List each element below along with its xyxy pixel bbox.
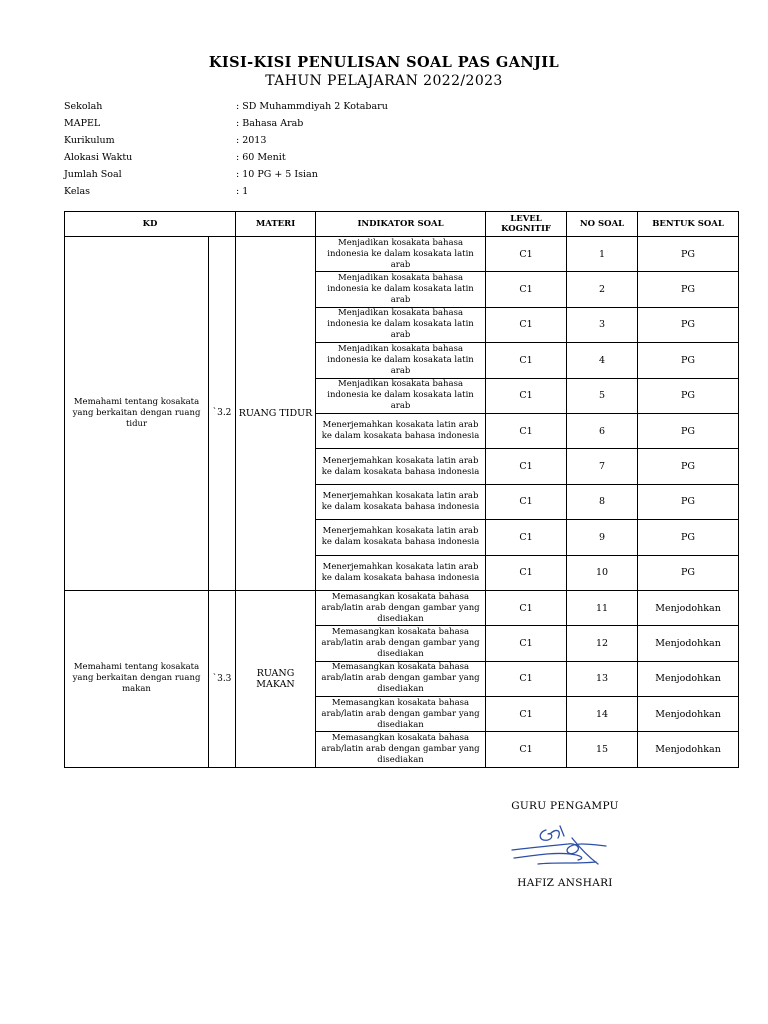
document-title: KISI-KISI PENULISAN SOAL PAS GANJIL xyxy=(208,54,560,71)
indikator-cell: Menerjemahkan kosakata latin arab ke dalam kosakata bahasa indonesia xyxy=(316,484,486,519)
signature-label: GURU PENGAMPU xyxy=(511,800,619,812)
level-cell: C1 xyxy=(486,272,567,307)
table-row xyxy=(65,590,739,625)
indikator-cell: Menerjemahkan kosakata latin arab ke dalam kosakata bahasa indonesia xyxy=(316,520,486,555)
level-cell: C1 xyxy=(486,661,567,696)
no-soal-cell: 1 xyxy=(567,237,638,272)
level-cell: C1 xyxy=(486,732,567,767)
level-cell: C1 xyxy=(486,520,567,555)
bentuk-soal-cell: PG xyxy=(638,555,739,590)
indikator-cell: Menjadikan kosakata bahasa indonesia ke dalam kosakata latin arab xyxy=(316,237,486,272)
kisi-kisi-table xyxy=(64,211,739,768)
kd-number: `3.2 xyxy=(209,237,236,591)
no-soal-cell: 7 xyxy=(567,449,638,484)
no-soal-cell: 10 xyxy=(567,555,638,590)
no-soal-cell: 9 xyxy=(567,520,638,555)
kd-text: Memahami tentang kosakata yang berkaitan dengan ruang makan xyxy=(65,590,209,767)
level-cell: C1 xyxy=(486,484,567,519)
no-soal-cell: 5 xyxy=(567,378,638,413)
no-soal-cell: 12 xyxy=(567,626,638,661)
indikator-cell: Memasangkan kosakata bahasa arab/latin arab dengan gambar yang disediakan xyxy=(316,732,486,767)
bentuk-soal-cell: PG xyxy=(638,520,739,555)
indikator-cell: Menjadikan kosakata bahasa indonesia ke dalam kosakata latin arab xyxy=(316,378,486,413)
signature-name: HAFIZ ANSHARI xyxy=(517,877,613,889)
level-cell: C1 xyxy=(486,590,567,625)
info-value: : Bahasa Arab xyxy=(236,118,304,129)
info-label: Jumlah Soal xyxy=(64,169,122,180)
no-soal-cell: 15 xyxy=(567,732,638,767)
info-value: : 10 PG + 5 Isian xyxy=(236,169,318,180)
level-cell: C1 xyxy=(486,378,567,413)
level-cell: C1 xyxy=(486,449,567,484)
level-cell: C1 xyxy=(486,555,567,590)
indikator-cell: Menerjemahkan kosakata latin arab ke dalam kosakata bahasa indonesia xyxy=(316,555,486,590)
indikator-cell: Menjadikan kosakata bahasa indonesia ke dalam kosakata latin arab xyxy=(316,343,486,378)
info-label: Kurikulum xyxy=(64,135,115,146)
header-kd: KD xyxy=(65,212,236,237)
info-label: MAPEL xyxy=(64,118,101,129)
bentuk-soal-cell: PG xyxy=(638,449,739,484)
info-label: Sekolah xyxy=(64,101,103,112)
info-label: Alokasi Waktu xyxy=(64,152,133,163)
no-soal-cell: 14 xyxy=(567,697,638,732)
indikator-cell: Menerjemahkan kosakata latin arab ke dalam kosakata bahasa indonesia xyxy=(316,449,486,484)
indikator-cell: Memasangkan kosakata bahasa arab/latin arab dengan gambar yang disediakan xyxy=(316,661,486,696)
materi-cell: RUANG TIDUR xyxy=(236,237,316,591)
info-value: : 1 xyxy=(236,186,249,197)
level-cell: C1 xyxy=(486,343,567,378)
indikator-cell: Menjadikan kosakata bahasa indonesia ke dalam kosakata latin arab xyxy=(316,307,486,342)
table-row xyxy=(65,237,739,272)
kd-text: Memahami tentang kosakata yang berkaitan dengan ruang tidur xyxy=(65,237,209,591)
indikator-cell: Menjadikan kosakata bahasa indonesia ke dalam kosakata latin arab xyxy=(316,272,486,307)
level-cell: C1 xyxy=(486,626,567,661)
no-soal-cell: 4 xyxy=(567,343,638,378)
header-indikator: INDIKATOR SOAL xyxy=(316,212,486,237)
bentuk-soal-cell: PG xyxy=(638,413,739,448)
level-cell: C1 xyxy=(486,237,567,272)
info-value: : SD Muhammdiyah 2 Kotabaru xyxy=(236,101,388,112)
bentuk-soal-cell: Menjodohkan xyxy=(638,732,739,767)
bentuk-soal-cell: PG xyxy=(638,484,739,519)
no-soal-cell: 8 xyxy=(567,484,638,519)
table-header-row xyxy=(65,212,739,237)
header-level: LEVEL KOGNITIF xyxy=(486,212,567,237)
no-soal-cell: 6 xyxy=(567,413,638,448)
materi-cell: RUANG MAKAN xyxy=(236,590,316,767)
bentuk-soal-cell: PG xyxy=(638,378,739,413)
bentuk-soal-cell: PG xyxy=(638,343,739,378)
info-label: Kelas xyxy=(64,186,91,197)
handwritten-signature xyxy=(508,820,612,872)
indikator-cell: Menerjemahkan kosakata latin arab ke dalam kosakata bahasa indonesia xyxy=(316,413,486,448)
document-subtitle: TAHUN PELAJARAN 2022/2023 xyxy=(265,73,503,89)
no-soal-cell: 13 xyxy=(567,661,638,696)
bentuk-soal-cell: PG xyxy=(638,272,739,307)
no-soal-cell: 3 xyxy=(567,307,638,342)
info-value: : 60 Menit xyxy=(236,152,286,163)
info-value: : 2013 xyxy=(236,135,267,146)
header-no-soal: NO SOAL xyxy=(567,212,638,237)
bentuk-soal-cell: PG xyxy=(638,307,739,342)
bentuk-soal-cell: Menjodohkan xyxy=(638,590,739,625)
bentuk-soal-cell: Menjodohkan xyxy=(638,697,739,732)
header-bentuk-soal: BENTUK SOAL xyxy=(638,212,739,237)
signature-strokes xyxy=(512,826,606,864)
bentuk-soal-cell: Menjodohkan xyxy=(638,661,739,696)
kd-number: `3.3 xyxy=(209,590,236,767)
bentuk-soal-cell: PG xyxy=(638,237,739,272)
indikator-cell: Memasangkan kosakata bahasa arab/latin arab dengan gambar yang disediakan xyxy=(316,626,486,661)
header-materi: MATERI xyxy=(236,212,316,237)
level-cell: C1 xyxy=(486,697,567,732)
indikator-cell: Memasangkan kosakata bahasa arab/latin arab dengan gambar yang disediakan xyxy=(316,697,486,732)
bentuk-soal-cell: Menjodohkan xyxy=(638,626,739,661)
level-cell: C1 xyxy=(486,307,567,342)
indikator-cell: Memasangkan kosakata bahasa arab/latin arab dengan gambar yang disediakan xyxy=(316,590,486,625)
no-soal-cell: 11 xyxy=(567,590,638,625)
no-soal-cell: 2 xyxy=(567,272,638,307)
level-cell: C1 xyxy=(486,413,567,448)
